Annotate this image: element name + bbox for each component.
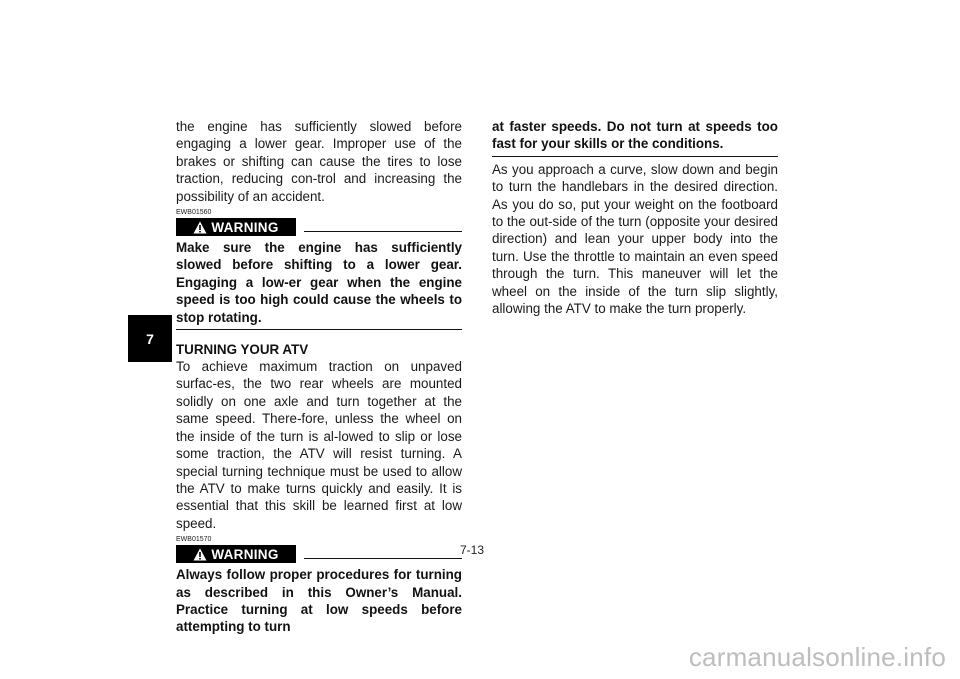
warning-badge <box>176 218 296 236</box>
intro-paragraph: the engine has sufficiently slowed before engaging a lower gear. Improper use of the brakes or shifting can cause the tires to lose traction, reducing con-trol and increasing the possibility of an accident. <box>176 119 462 204</box>
section-paragraph: To achieve maximum traction on unpaved surfac-es, the two rear wheels are mounted solidly on one axle and turn together at the same speed. There-fore, unless the wheel on the inside of the turn is al-lowed to slip or lose some traction, the ATV will resist turning. A special turning technique must be used to allow the ATV to make turns quickly and easily. It is essential that this skill be learned first at low speed. <box>176 359 462 531</box>
warning-end-rule <box>176 329 462 330</box>
body-paragraph: As you approach a curve, slow down and begin to turn the handlebars in the desired direction. As you do so, put your weight on the footboard to the out-side of the turn (opposite your desired direction) and lean your upper body into the turn. Use the throttle to maintain an even speed through the turn. This maneuver will let the wheel on the inside of the turn slip slightly, allowing the ATV to make the turn properly. <box>492 161 778 317</box>
warning-header <box>176 218 462 236</box>
warning-code: EWB01560 <box>176 209 212 217</box>
warning-header <box>176 545 462 563</box>
warning-label: WARNING <box>211 546 279 562</box>
warning-label: WARNING <box>211 219 279 235</box>
chapter-tab: 7 <box>128 315 172 362</box>
page-number: 7-13 <box>460 543 485 557</box>
section-title: TURNING YOUR ATV <box>176 342 309 358</box>
warning-rule <box>304 231 462 232</box>
warning-code: EWB01570 <box>176 536 212 544</box>
warning-end-rule <box>492 156 778 157</box>
warning-text: Always follow proper procedures for turning as described in this Owner’s Manual. Practice turning at low speeds before attempting to turn <box>176 567 462 635</box>
right-column <box>492 118 778 317</box>
warning-text-continued: at faster speeds. Do not turn at speeds too fast for your skills or the conditions. <box>492 119 778 152</box>
warning-rule <box>304 558 462 559</box>
watermark: carmanualsonline.info <box>688 642 946 672</box>
warning-text: Make sure the engine has sufficiently slowed before shifting to a lower gear. Engaging a low-er gear when the engine speed is too high could cause the wheels to stop rotating. <box>176 240 462 325</box>
warning-triangle-icon <box>193 221 207 234</box>
left-column <box>176 118 462 636</box>
warning-badge <box>176 545 296 563</box>
warning-triangle-icon <box>193 548 207 561</box>
